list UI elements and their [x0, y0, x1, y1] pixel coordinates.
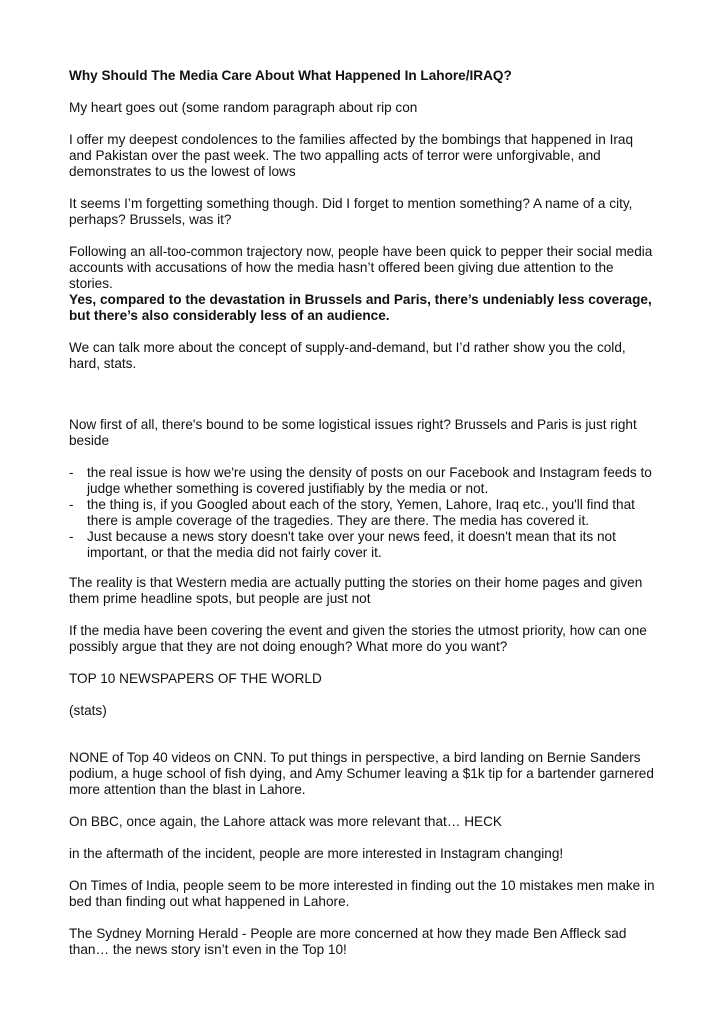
document-title: Why Should The Media Care About What Happened In Lahore/IRAQ? — [69, 68, 512, 83]
bullet-item — [69, 529, 659, 561]
bullet-item — [69, 497, 659, 529]
paragraph: We can talk more about the concept of supply-and-demand, but I’d rather show you the cold, hard, stats. — [69, 340, 626, 371]
paragraph: Now first of all, there's bound to be some logistical issues right? Brussels and Paris is just right beside — [69, 417, 637, 448]
paragraph: Following an all-too-common trajectory now, people have been quick to pepper their social media accounts with accusations of how the media hasn’t offered been giving due attention to the stories. — [69, 244, 653, 291]
paragraph: On BBC, once again, the Lahore attack was more relevant that… HECK — [69, 814, 502, 829]
dash-bullet-icon: - — [69, 497, 74, 512]
dash-bullet-icon: - — [69, 465, 74, 480]
section-heading: TOP 10 NEWSPAPERS OF THE WORLD — [69, 671, 322, 686]
paragraph: I offer my deepest condolences to the families affected by the bombings that happened in Iraq and Pakistan over the past week. The two appalling acts of terror were unforgivable, and demonstrates to us the lowest of lows — [69, 132, 634, 179]
paragraph: The Sydney Morning Herald - People are more concerned at how they made Ben Affleck sad than… the news story isn’t even in the Top 10! — [69, 926, 627, 957]
paragraph: On Times of India, people seem to be more interested in finding out the 10 mistakes men make in bed than finding out what happened in Lahore. — [69, 878, 655, 909]
bullet-text: the real issue is how we're using the density of posts on our Facebook and Instagram feeds to judge whether something is covered justifiably by the media or not. — [87, 465, 652, 496]
bullet-item — [69, 465, 659, 497]
dash-bullet-icon: - — [69, 529, 74, 544]
bold-paragraph: Yes, compared to the devastation in Brussels and Paris, there’s undeniably less coverage, but there’s also considerably less of an audience. — [69, 292, 652, 323]
paragraph: It seems I’m forgetting something though. Did I forget to mention something? A name of a city, perhaps? Brussels, was it? — [69, 196, 633, 227]
paragraph: NONE of Top 40 videos on CNN. To put things in perspective, a bird landing on Bernie Sanders podium, a huge school of fish dying, and Amy Schumer leaving a $1k tip for a bartender garnered more attention than the blast in Lahore. — [69, 750, 654, 797]
stats-placeholder: (stats) — [69, 703, 107, 718]
paragraph: in the aftermath of the incident, people are more interested in Instagram changing! — [69, 846, 564, 861]
bullet-text: the thing is, if you Googled about each of the story, Yemen, Lahore, Iraq etc., you'll find that there is ample coverage of the tragedies. They are there. The media has covered it. — [87, 497, 635, 528]
bullet-text: Just because a news story doesn't take over your news feed, it doesn't mean that its not important, or that the media did not fairly cover it. — [87, 529, 616, 560]
paragraph: The reality is that Western media are actually putting the stories on their home pages and given them prime headline spots, but people are just not — [69, 575, 643, 606]
bullet-list — [69, 465, 659, 561]
paragraph: My heart goes out (some random paragraph about rip con — [69, 100, 418, 115]
paragraph: If the media have been covering the event and given the stories the utmost priority, how can one possibly argue that they are not doing enough? What more do you want? — [69, 623, 647, 654]
